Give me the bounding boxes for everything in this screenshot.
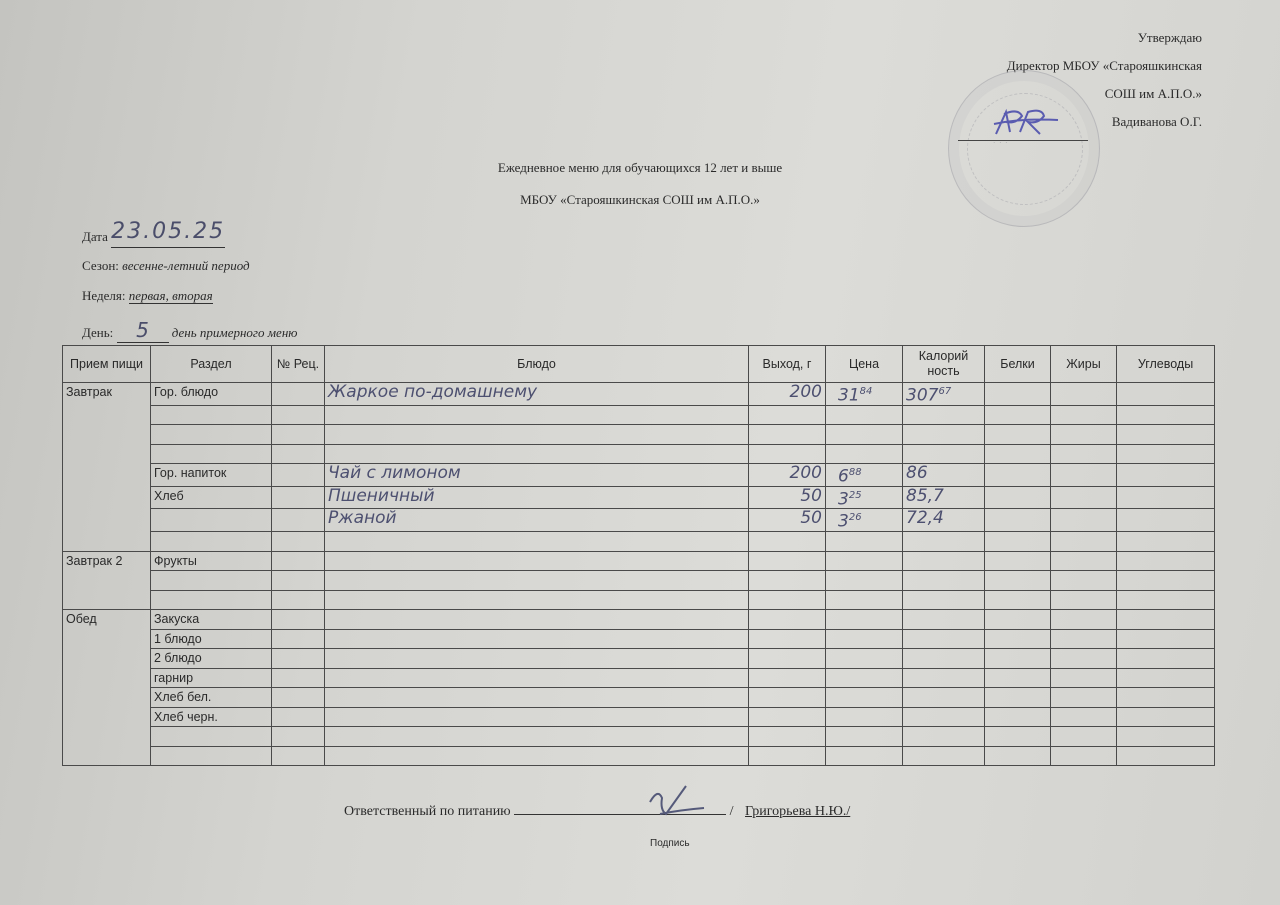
- section-cell: [151, 746, 272, 766]
- section-cell: [151, 444, 272, 464]
- date-field: [82, 219, 226, 248]
- season-field: [82, 258, 250, 274]
- yield-cell: [749, 649, 826, 669]
- protein-cell: [985, 464, 1051, 487]
- price-cell: [826, 610, 903, 630]
- dish-cell: Пшеничный: [325, 486, 749, 509]
- header-protein: Белки: [985, 346, 1051, 383]
- carbs-cell: [1117, 405, 1215, 425]
- week-label: Неделя:: [82, 288, 126, 303]
- carbs-cell: [1117, 707, 1215, 727]
- section-cell: [151, 509, 272, 532]
- yield-cell: [749, 668, 826, 688]
- calories-main: 85,7: [906, 486, 944, 506]
- section-cell: [151, 405, 272, 425]
- calories-cell: [903, 405, 985, 425]
- protein-cell: [985, 629, 1051, 649]
- calories-cell: [903, 649, 985, 669]
- section-cell: Закуска: [151, 610, 272, 630]
- dish-cell: Ржаной: [325, 509, 749, 532]
- table-row: [63, 727, 1215, 747]
- table-row: [63, 707, 1215, 727]
- yield-cell: [749, 629, 826, 649]
- recipe-cell: [272, 532, 325, 552]
- header-price: Цена: [826, 346, 903, 383]
- responsible-signature: [640, 780, 710, 824]
- season-value: весенне-летний период: [122, 258, 250, 273]
- fat-cell: [1051, 425, 1117, 445]
- approval-line2: Директор МБОУ «Старояшкинская: [1006, 58, 1202, 73]
- table-row: [63, 464, 1215, 487]
- protein-cell: [985, 707, 1051, 727]
- calories-cell: [903, 610, 985, 630]
- price-cell: [826, 444, 903, 464]
- dish-cell: [325, 727, 749, 747]
- date-label: Дата: [82, 229, 108, 244]
- fat-cell: [1051, 464, 1117, 487]
- responsible-slash: /: [729, 804, 734, 819]
- recipe-cell: [272, 590, 325, 610]
- fat-cell: [1051, 668, 1117, 688]
- dish-cell: [325, 746, 749, 766]
- price-cell: [826, 405, 903, 425]
- price-main: 3: [838, 489, 849, 509]
- price-cell: [826, 590, 903, 610]
- table-row: [63, 444, 1215, 464]
- signature-caption: Подпись: [650, 838, 690, 849]
- protein-cell: [985, 509, 1051, 532]
- calories-main: 72,4: [906, 508, 944, 529]
- yield-cell: [749, 688, 826, 708]
- yield-cell: [749, 425, 826, 445]
- section-cell: 1 блюдо: [151, 629, 272, 649]
- director-signature: [992, 104, 1062, 140]
- dish-cell: [325, 649, 749, 669]
- dish-cell: [325, 444, 749, 464]
- calories-cell: [903, 425, 985, 445]
- school-title: МБОУ «Старояшкинская СОШ им А.П.О.»: [520, 192, 760, 207]
- header-row: [63, 346, 1215, 383]
- calories-cell: [903, 383, 985, 406]
- price-cell: [826, 551, 903, 571]
- price-cell: [826, 571, 903, 591]
- table-row: [63, 668, 1215, 688]
- day-value: 5: [136, 318, 149, 342]
- section-cell: гарнир: [151, 668, 272, 688]
- day-suffix: день примерного меню: [171, 325, 298, 340]
- price-cell: [826, 727, 903, 747]
- meal-cell: Завтрак 2: [63, 551, 151, 610]
- protein-cell: [985, 383, 1051, 406]
- table-row: [63, 532, 1215, 552]
- fat-cell: [1051, 486, 1117, 509]
- menu-table: [62, 345, 1215, 766]
- calories-cell: [903, 551, 985, 571]
- fat-cell: [1051, 629, 1117, 649]
- recipe-cell: [272, 425, 325, 445]
- day-underline: [117, 318, 169, 343]
- price-cell: [826, 746, 903, 766]
- price-main: 3: [838, 512, 849, 532]
- carbs-cell: [1117, 746, 1215, 766]
- calories-cell: [903, 688, 985, 708]
- dish-cell: Чай с лимоном: [325, 464, 749, 487]
- season-label: Сезон:: [82, 258, 119, 273]
- section-cell: [151, 727, 272, 747]
- section-cell: Хлеб черн.: [151, 707, 272, 727]
- fat-cell: [1051, 727, 1117, 747]
- table-row: [63, 486, 1215, 509]
- recipe-cell: [272, 444, 325, 464]
- carbs-cell: [1117, 551, 1215, 571]
- carbs-cell: [1117, 610, 1215, 630]
- section-cell: Хлеб бел.: [151, 688, 272, 708]
- approval-line3: СОШ им А.П.О.»: [1104, 86, 1202, 101]
- calories-main: 86: [906, 463, 928, 484]
- table-row: [63, 509, 1215, 532]
- section-cell: 2 блюдо: [151, 649, 272, 669]
- price-cell: [826, 707, 903, 727]
- protein-cell: [985, 746, 1051, 766]
- price-fraction: 25: [848, 489, 862, 501]
- header-meal: Прием пищи: [63, 346, 151, 383]
- day-label: День:: [82, 325, 114, 340]
- recipe-cell: [272, 383, 325, 406]
- dish-cell: [325, 688, 749, 708]
- price-cell: [826, 649, 903, 669]
- dish-cell: [325, 629, 749, 649]
- protein-cell: [985, 425, 1051, 445]
- calories-cell: [903, 464, 985, 487]
- yield-cell: [749, 532, 826, 552]
- price-cell: [826, 509, 903, 532]
- table-row: [63, 405, 1215, 425]
- header-fat: Жиры: [1051, 346, 1117, 383]
- dish-cell: [325, 405, 749, 425]
- calories-cell: [903, 727, 985, 747]
- carbs-cell: [1117, 649, 1215, 669]
- carbs-cell: [1117, 727, 1215, 747]
- table-row: [63, 571, 1215, 591]
- price-cell: [826, 425, 903, 445]
- section-cell: Гор. блюдо: [151, 383, 272, 406]
- carbs-cell: [1117, 688, 1215, 708]
- table-row: [63, 425, 1215, 445]
- calories-cell: [903, 486, 985, 509]
- table-row: [63, 383, 1215, 406]
- carbs-cell: [1117, 571, 1215, 591]
- price-cell: [826, 383, 903, 406]
- carbs-cell: [1117, 590, 1215, 610]
- section-cell: [151, 590, 272, 610]
- calories-cell: [903, 590, 985, 610]
- fat-cell: [1051, 746, 1117, 766]
- price-cell: [826, 668, 903, 688]
- carbs-cell: [1117, 532, 1215, 552]
- header-dish: Блюдо: [325, 346, 749, 383]
- date-underline: [111, 219, 226, 248]
- recipe-cell: [272, 707, 325, 727]
- menu-body: [63, 383, 1215, 766]
- header-recipe: № Рец.: [272, 346, 325, 383]
- fat-cell: [1051, 532, 1117, 552]
- calories-fraction: 67: [938, 386, 952, 397]
- protein-cell: [985, 486, 1051, 509]
- price-main: 31: [838, 385, 860, 406]
- yield-cell: [749, 590, 826, 610]
- calories-cell: [903, 571, 985, 591]
- table-row: [63, 649, 1215, 669]
- protein-cell: [985, 610, 1051, 630]
- approval-line4: Вадиванова О.Г.: [1111, 114, 1202, 129]
- dish-cell: [325, 668, 749, 688]
- protein-cell: [985, 649, 1051, 669]
- calories-cell: [903, 629, 985, 649]
- dish-cell: Жаркое по-домашнему: [325, 383, 749, 406]
- recipe-cell: [272, 746, 325, 766]
- day-field: [82, 318, 297, 343]
- recipe-cell: [272, 610, 325, 630]
- yield-cell: 50: [749, 509, 826, 532]
- header-calories: Калорий ность: [903, 346, 985, 383]
- fat-cell: [1051, 610, 1117, 630]
- yield-cell: [749, 707, 826, 727]
- calories-cell: [903, 532, 985, 552]
- table-row: [63, 590, 1215, 610]
- carbs-cell: [1117, 383, 1215, 406]
- protein-cell: [985, 668, 1051, 688]
- fat-cell: [1051, 707, 1117, 727]
- section-cell: Хлеб: [151, 486, 272, 509]
- yield-cell: [749, 727, 826, 747]
- section-cell: Гор. напиток: [151, 464, 272, 487]
- protein-cell: [985, 727, 1051, 747]
- section-cell: [151, 532, 272, 552]
- fat-cell: [1051, 509, 1117, 532]
- section-cell: Фрукты: [151, 551, 272, 571]
- yield-cell: [749, 571, 826, 591]
- fat-cell: [1051, 383, 1117, 406]
- week-field: [82, 288, 213, 304]
- meal-cell: Обед: [63, 610, 151, 766]
- director-signature-line: [958, 140, 1088, 141]
- carbs-cell: [1117, 444, 1215, 464]
- fat-cell: [1051, 688, 1117, 708]
- table-row: [63, 746, 1215, 766]
- protein-cell: [985, 571, 1051, 591]
- yield-cell: 50: [749, 486, 826, 509]
- dish-cell: [325, 707, 749, 727]
- section-cell: [151, 571, 272, 591]
- fat-cell: [1051, 571, 1117, 591]
- recipe-cell: [272, 509, 325, 532]
- price-cell: [826, 464, 903, 487]
- yield-cell: 200: [749, 464, 826, 487]
- dish-cell: [325, 571, 749, 591]
- price-fraction: 26: [848, 512, 862, 524]
- protein-cell: [985, 590, 1051, 610]
- yield-cell: [749, 444, 826, 464]
- responsible-name: Григорьева Н.Ю./: [745, 804, 851, 819]
- dish-cell: [325, 551, 749, 571]
- yield-cell: 200: [749, 383, 826, 406]
- date-value: 23.05.25: [111, 219, 226, 244]
- calories-cell: [903, 746, 985, 766]
- table-row: [63, 629, 1215, 649]
- dish-cell: [325, 590, 749, 610]
- yield-cell: [749, 746, 826, 766]
- calories-cell: [903, 707, 985, 727]
- dish-cell: [325, 532, 749, 552]
- table-row: [63, 688, 1215, 708]
- stamp-text: · · ·: [993, 139, 1009, 147]
- header-yield: Выход, г: [749, 346, 826, 383]
- section-cell: [151, 425, 272, 445]
- recipe-cell: [272, 668, 325, 688]
- calories-cell: [903, 444, 985, 464]
- protein-cell: [985, 532, 1051, 552]
- yield-cell: [749, 551, 826, 571]
- fat-cell: [1051, 444, 1117, 464]
- protein-cell: [985, 444, 1051, 464]
- protein-cell: [985, 551, 1051, 571]
- recipe-cell: [272, 629, 325, 649]
- fat-cell: [1051, 649, 1117, 669]
- recipe-cell: [272, 688, 325, 708]
- week-value: первая, вторая: [128, 288, 213, 303]
- price-main: 6: [838, 466, 849, 487]
- carbs-cell: [1117, 464, 1215, 487]
- header-carbs: Углеводы: [1117, 346, 1215, 383]
- recipe-cell: [272, 571, 325, 591]
- carbs-cell: [1117, 425, 1215, 445]
- table-row: [63, 551, 1215, 571]
- meal-cell: Завтрак: [63, 383, 151, 552]
- dish-cell: [325, 425, 749, 445]
- price-fraction: 88: [848, 467, 862, 479]
- yield-cell: [749, 610, 826, 630]
- calories-main: 307: [906, 385, 939, 406]
- recipe-cell: [272, 464, 325, 487]
- recipe-cell: [272, 486, 325, 509]
- calories-cell: [903, 668, 985, 688]
- recipe-cell: [272, 405, 325, 425]
- fat-cell: [1051, 551, 1117, 571]
- yield-cell: [749, 405, 826, 425]
- recipe-cell: [272, 551, 325, 571]
- carbs-cell: [1117, 668, 1215, 688]
- table-row: [63, 610, 1215, 630]
- responsible-line: [344, 800, 850, 820]
- menu-title: Ежедневное меню для обучающихся 12 лет и выше: [497, 160, 783, 175]
- price-cell: [826, 486, 903, 509]
- carbs-cell: [1117, 486, 1215, 509]
- approval-line1: Утверждаю: [1137, 30, 1202, 45]
- fat-cell: [1051, 405, 1117, 425]
- fat-cell: [1051, 590, 1117, 610]
- carbs-cell: [1117, 629, 1215, 649]
- recipe-cell: [272, 727, 325, 747]
- calories-cell: [903, 509, 985, 532]
- dish-cell: [325, 610, 749, 630]
- price-cell: [826, 629, 903, 649]
- header-section: Раздел: [151, 346, 272, 383]
- protein-cell: [985, 688, 1051, 708]
- carbs-cell: [1117, 509, 1215, 532]
- responsible-label: Ответственный по питанию: [344, 804, 511, 819]
- price-fraction: 84: [859, 386, 873, 397]
- price-cell: [826, 688, 903, 708]
- price-cell: [826, 532, 903, 552]
- recipe-cell: [272, 649, 325, 669]
- protein-cell: [985, 405, 1051, 425]
